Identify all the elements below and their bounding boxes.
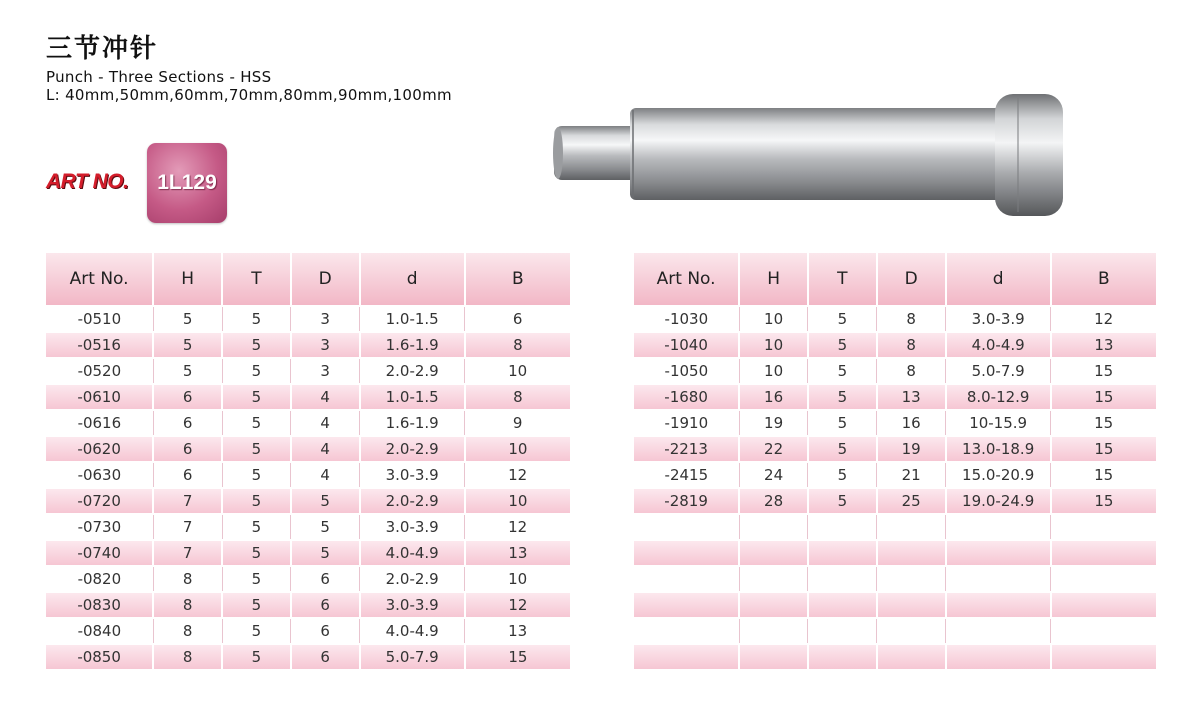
cell-d-upper: 4 — [291, 436, 360, 462]
table-row — [46, 332, 570, 358]
cell-d-lower: 1.6-1.9 — [360, 410, 465, 436]
cell-d-upper: 8 — [877, 358, 946, 384]
cell-t — [808, 566, 877, 592]
length-options: L: 40mm,50mm,60mm,70mm,80mm,90mm,100mm — [46, 86, 452, 104]
cell-d-lower: 2.0-2.9 — [360, 566, 465, 592]
table-header-row — [634, 253, 1156, 306]
table-row — [46, 566, 570, 592]
cell-h — [739, 514, 808, 540]
cell-d-lower: 8.0-12.9 — [946, 384, 1051, 410]
cell-b: 10 — [465, 566, 570, 592]
cell-art-no: -1030 — [634, 306, 739, 332]
cell-t: 5 — [808, 488, 877, 514]
col-h: H — [153, 253, 222, 306]
cell-h — [739, 540, 808, 566]
cell-h: 8 — [153, 566, 222, 592]
cell-h — [739, 566, 808, 592]
cell-d-upper: 19 — [877, 436, 946, 462]
cell-t: 5 — [222, 618, 291, 644]
cell-d-upper — [877, 566, 946, 592]
cell-h: 5 — [153, 306, 222, 332]
cell-d-upper: 5 — [291, 540, 360, 566]
cell-t: 5 — [222, 514, 291, 540]
table-row — [46, 618, 570, 644]
cell-d-upper: 3 — [291, 306, 360, 332]
table-row — [634, 514, 1156, 540]
table-row — [634, 384, 1156, 410]
cell-b: 8 — [465, 332, 570, 358]
col-t: T — [808, 253, 877, 306]
col-h: H — [739, 253, 808, 306]
cell-h: 6 — [153, 462, 222, 488]
cell-h — [739, 592, 808, 618]
cell-b — [1051, 566, 1156, 592]
art-no-label: ART NO. — [46, 170, 129, 193]
col-art-no: Art No. — [46, 253, 153, 306]
cell-b: 15 — [1051, 358, 1156, 384]
cell-b: 13 — [465, 618, 570, 644]
cell-d-upper: 6 — [291, 566, 360, 592]
cell-t — [808, 592, 877, 618]
cell-b — [1051, 592, 1156, 618]
cell-t: 5 — [222, 488, 291, 514]
cell-t: 5 — [808, 332, 877, 358]
cell-b: 12 — [1051, 306, 1156, 332]
cell-b: 9 — [465, 410, 570, 436]
cell-t — [808, 514, 877, 540]
table-row — [634, 332, 1156, 358]
cell-b: 15 — [1051, 384, 1156, 410]
cell-t — [808, 644, 877, 669]
cell-d-upper: 4 — [291, 462, 360, 488]
cell-t: 5 — [222, 592, 291, 618]
cell-b — [1051, 514, 1156, 540]
cell-b — [1051, 540, 1156, 566]
cell-d-lower: 2.0-2.9 — [360, 358, 465, 384]
table-row — [634, 592, 1156, 618]
cell-t: 5 — [808, 410, 877, 436]
cell-t: 5 — [808, 358, 877, 384]
cell-d-lower: 10-15.9 — [946, 410, 1051, 436]
table-row — [634, 306, 1156, 332]
cell-b — [1051, 644, 1156, 669]
cell-d-upper: 16 — [877, 410, 946, 436]
cell-d-lower: 1.0-1.5 — [360, 384, 465, 410]
col-d-lower: d — [946, 253, 1051, 306]
cell-d-lower: 13.0-18.9 — [946, 436, 1051, 462]
cell-h — [739, 644, 808, 669]
cell-d-lower: 19.0-24.9 — [946, 488, 1051, 514]
cell-h: 7 — [153, 540, 222, 566]
page-title: 三节冲针 — [46, 34, 159, 64]
spec-table-left — [46, 253, 570, 669]
cell-b: 15 — [1051, 436, 1156, 462]
cell-h: 6 — [153, 384, 222, 410]
cell-h: 10 — [739, 306, 808, 332]
cell-d-upper: 4 — [291, 410, 360, 436]
cell-h: 8 — [153, 618, 222, 644]
cell-h: 10 — [739, 358, 808, 384]
cell-d-lower — [946, 618, 1051, 644]
cell-b: 12 — [465, 462, 570, 488]
cell-art-no: -0510 — [46, 306, 153, 332]
cell-d-upper: 5 — [291, 488, 360, 514]
cell-b: 15 — [1051, 410, 1156, 436]
cell-d-lower: 1.6-1.9 — [360, 332, 465, 358]
cell-t: 5 — [222, 358, 291, 384]
col-b: B — [465, 253, 570, 306]
cell-d-lower: 15.0-20.9 — [946, 462, 1051, 488]
cell-d-upper: 13 — [877, 384, 946, 410]
cell-d-lower: 1.0-1.5 — [360, 306, 465, 332]
col-d-upper: D — [877, 253, 946, 306]
art-number-badge: 1L129 — [147, 143, 227, 223]
cell-d-upper: 6 — [291, 592, 360, 618]
table-row — [46, 488, 570, 514]
cell-h: 10 — [739, 332, 808, 358]
cell-b: 8 — [465, 384, 570, 410]
cell-t: 5 — [222, 540, 291, 566]
cell-d-upper — [877, 592, 946, 618]
cell-b: 10 — [465, 358, 570, 384]
cell-h: 28 — [739, 488, 808, 514]
col-t: T — [222, 253, 291, 306]
table-row — [46, 540, 570, 566]
cell-art-no: -0840 — [46, 618, 153, 644]
cell-b: 15 — [1051, 462, 1156, 488]
table-row — [46, 384, 570, 410]
cell-art-no: -0620 — [46, 436, 153, 462]
cell-art-no: -2819 — [634, 488, 739, 514]
cell-d-upper: 8 — [877, 332, 946, 358]
cell-t: 5 — [222, 462, 291, 488]
col-art-no: Art No. — [634, 253, 739, 306]
cell-b: 15 — [465, 644, 570, 669]
table-row — [634, 566, 1156, 592]
table-row — [46, 644, 570, 669]
table-row — [634, 410, 1156, 436]
cell-t: 5 — [808, 306, 877, 332]
cell-d-lower: 3.0-3.9 — [360, 592, 465, 618]
cell-t: 5 — [222, 332, 291, 358]
cell-t — [808, 540, 877, 566]
cell-art-no: -0520 — [46, 358, 153, 384]
cell-d-lower: 4.0-4.9 — [360, 540, 465, 566]
table-header-row — [46, 253, 570, 306]
cell-b: 15 — [1051, 488, 1156, 514]
cell-h: 6 — [153, 410, 222, 436]
cell-art-no: -0610 — [46, 384, 153, 410]
table-row — [46, 358, 570, 384]
cell-art-no: -2415 — [634, 462, 739, 488]
cell-b: 13 — [1051, 332, 1156, 358]
cell-d-lower — [946, 592, 1051, 618]
cell-d-upper — [877, 644, 946, 669]
table-row — [634, 618, 1156, 644]
table-row — [634, 358, 1156, 384]
cell-d-lower: 5.0-7.9 — [946, 358, 1051, 384]
cell-art-no — [634, 644, 739, 669]
cell-art-no: -1680 — [634, 384, 739, 410]
cell-d-upper: 6 — [291, 644, 360, 669]
cell-art-no: -0630 — [46, 462, 153, 488]
cell-b — [1051, 618, 1156, 644]
cell-h: 5 — [153, 332, 222, 358]
cell-b: 12 — [465, 514, 570, 540]
table-row — [634, 488, 1156, 514]
table-row — [46, 306, 570, 332]
col-d-lower: d — [360, 253, 465, 306]
cell-b: 13 — [465, 540, 570, 566]
cell-art-no: -0740 — [46, 540, 153, 566]
cell-d-lower: 4.0-4.9 — [946, 332, 1051, 358]
cell-d-upper: 6 — [291, 618, 360, 644]
cell-t: 5 — [222, 644, 291, 669]
cell-d-upper: 21 — [877, 462, 946, 488]
cell-h: 6 — [153, 436, 222, 462]
cell-h: 8 — [153, 644, 222, 669]
cell-art-no: -0820 — [46, 566, 153, 592]
table-row — [46, 410, 570, 436]
cell-d-upper: 4 — [291, 384, 360, 410]
cell-h: 7 — [153, 514, 222, 540]
col-d-upper: D — [291, 253, 360, 306]
cell-art-no: -1910 — [634, 410, 739, 436]
cell-h: 5 — [153, 358, 222, 384]
table-row — [46, 592, 570, 618]
cell-d-upper: 8 — [877, 306, 946, 332]
cell-b: 10 — [465, 488, 570, 514]
cell-art-no: -0850 — [46, 644, 153, 669]
cell-h: 16 — [739, 384, 808, 410]
cell-h: 7 — [153, 488, 222, 514]
cell-art-no: -2213 — [634, 436, 739, 462]
cell-d-upper: 3 — [291, 358, 360, 384]
cell-d-lower — [946, 540, 1051, 566]
cell-d-upper — [877, 618, 946, 644]
cell-art-no: -1040 — [634, 332, 739, 358]
cell-h: 22 — [739, 436, 808, 462]
product-subtitle: Punch - Three Sections - HSS — [46, 68, 272, 86]
cell-t: 5 — [222, 410, 291, 436]
cell-d-lower: 2.0-2.9 — [360, 436, 465, 462]
table-row — [634, 462, 1156, 488]
cell-d-upper — [877, 514, 946, 540]
cell-art-no — [634, 540, 739, 566]
cell-art-no: -0730 — [46, 514, 153, 540]
cell-art-no: -1050 — [634, 358, 739, 384]
table-row — [634, 436, 1156, 462]
cell-art-no: -0516 — [46, 332, 153, 358]
cell-art-no: -0720 — [46, 488, 153, 514]
cell-h: 24 — [739, 462, 808, 488]
cell-d-lower: 4.0-4.9 — [360, 618, 465, 644]
cell-h — [739, 618, 808, 644]
cell-t: 5 — [222, 436, 291, 462]
cell-d-lower: 3.0-3.9 — [360, 462, 465, 488]
cell-h: 8 — [153, 592, 222, 618]
cell-d-lower — [946, 514, 1051, 540]
cell-d-upper — [877, 540, 946, 566]
three-section-punch-image — [548, 90, 1068, 220]
cell-t: 5 — [222, 306, 291, 332]
cell-t: 5 — [222, 566, 291, 592]
cell-t — [808, 618, 877, 644]
cell-b: 12 — [465, 592, 570, 618]
cell-d-upper: 5 — [291, 514, 360, 540]
table-row — [46, 514, 570, 540]
table-row — [46, 436, 570, 462]
cell-d-lower: 5.0-7.9 — [360, 644, 465, 669]
table-row — [46, 462, 570, 488]
cell-art-no — [634, 566, 739, 592]
col-b: B — [1051, 253, 1156, 306]
cell-d-lower: 3.0-3.9 — [360, 514, 465, 540]
spec-table-right — [634, 253, 1156, 669]
cell-h: 19 — [739, 410, 808, 436]
cell-b: 6 — [465, 306, 570, 332]
cell-d-upper: 25 — [877, 488, 946, 514]
cell-art-no — [634, 618, 739, 644]
cell-t: 5 — [808, 462, 877, 488]
cell-t: 5 — [808, 436, 877, 462]
cell-art-no — [634, 592, 739, 618]
table-row — [634, 540, 1156, 566]
cell-d-lower — [946, 644, 1051, 669]
cell-d-lower: 3.0-3.9 — [946, 306, 1051, 332]
cell-art-no: -0830 — [46, 592, 153, 618]
cell-art-no: -0616 — [46, 410, 153, 436]
cell-d-lower: 2.0-2.9 — [360, 488, 465, 514]
cell-art-no — [634, 514, 739, 540]
cell-t: 5 — [222, 384, 291, 410]
cell-b: 10 — [465, 436, 570, 462]
table-row — [634, 644, 1156, 669]
cell-d-upper: 3 — [291, 332, 360, 358]
cell-t: 5 — [808, 384, 877, 410]
product-description — [46, 68, 452, 104]
cell-d-lower — [946, 566, 1051, 592]
